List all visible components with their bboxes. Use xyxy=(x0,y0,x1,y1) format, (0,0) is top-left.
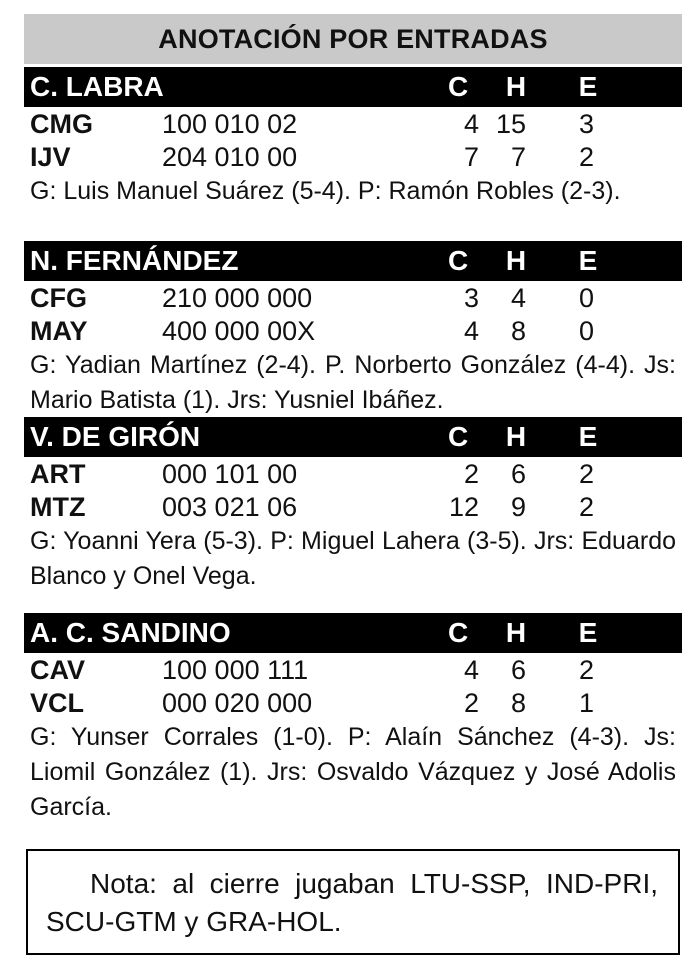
game-header xyxy=(24,613,682,653)
hits: 6 xyxy=(510,655,526,685)
runs: 2 xyxy=(463,688,479,718)
venue-name: V. DE GIRÓN xyxy=(30,421,201,452)
col-errors-header: E xyxy=(578,245,598,276)
game-header xyxy=(24,417,682,457)
game-v-de-giron xyxy=(24,417,682,594)
runs: 4 xyxy=(463,109,479,139)
game-c-labra xyxy=(24,67,682,209)
game-header xyxy=(24,241,682,281)
errors: 2 xyxy=(578,655,594,685)
team-abbr: CMG xyxy=(30,109,93,139)
score-row xyxy=(24,107,682,140)
game-n-fernandez xyxy=(24,241,682,418)
inning-line: 003 021 06 xyxy=(162,492,298,522)
inning-line: 100 010 02 xyxy=(162,109,298,139)
pitchers-notes: G: Yadian Martínez (2-4). P. Norberto González (4-4). Js: Mario Batista (1). Jrs: Yusniel Ibáñez. xyxy=(30,351,676,414)
venue-name: A. C. SANDINO xyxy=(30,617,231,648)
inning-line: 400 000 00X xyxy=(162,316,316,346)
note-text: Nota: al cierre jugaban LTU-SSP, IND-PRI, SCU-GTM y GRA-HOL. xyxy=(46,868,658,937)
errors: 0 xyxy=(578,283,594,313)
hits: 6 xyxy=(510,459,526,489)
score-row xyxy=(24,686,682,719)
score-row xyxy=(24,281,682,314)
runs: 3 xyxy=(463,283,479,313)
hits: 15 xyxy=(495,109,526,139)
note-box xyxy=(26,849,680,955)
errors: 1 xyxy=(578,688,594,718)
errors: 2 xyxy=(578,459,594,489)
col-errors-header: E xyxy=(578,421,598,452)
col-hits-header: H xyxy=(505,245,527,276)
inning-line: 204 010 00 xyxy=(162,142,298,172)
hits: 8 xyxy=(510,688,526,718)
score-row xyxy=(24,314,682,347)
hits: 4 xyxy=(510,283,526,313)
score-row xyxy=(24,140,682,173)
errors: 0 xyxy=(578,316,594,346)
pitchers-notes: G: Yunser Corrales (1-0). P: Alaín Sánchez (4-3). Js: Liomil González (1). Jrs: Osvaldo Vázquez y José Adolis García. xyxy=(30,723,676,821)
team-abbr: MAY xyxy=(30,316,88,346)
pitchers-notes: G: Luis Manuel Suárez (5-4). P: Ramón Robles (2-3). xyxy=(30,177,621,205)
runs: 2 xyxy=(463,459,479,489)
col-hits-header: H xyxy=(505,71,527,102)
hits: 7 xyxy=(510,142,526,172)
team-abbr: CFG xyxy=(30,283,87,313)
hits: 8 xyxy=(510,316,526,346)
page-title: ANOTACIÓN POR ENTRADAS xyxy=(158,23,548,54)
venue-name: C. LABRA xyxy=(30,71,164,102)
team-abbr: MTZ xyxy=(30,492,86,522)
score-row xyxy=(24,457,682,490)
errors: 3 xyxy=(578,109,594,139)
hits: 9 xyxy=(510,492,526,522)
runs: 12 xyxy=(448,492,479,522)
col-errors-header: E xyxy=(578,617,598,648)
col-hits-header: H xyxy=(505,421,527,452)
score-row xyxy=(24,490,682,523)
errors: 2 xyxy=(578,492,594,522)
inning-line: 000 101 00 xyxy=(162,459,298,489)
col-runs-header: C xyxy=(448,71,469,102)
inning-line: 210 000 000 xyxy=(162,283,313,313)
col-errors-header: E xyxy=(578,71,598,102)
title-bar xyxy=(24,14,682,64)
runs: 4 xyxy=(463,655,479,685)
venue-name: N. FERNÁNDEZ xyxy=(30,245,239,276)
game-header xyxy=(24,67,682,107)
score-row xyxy=(24,653,682,686)
col-runs-header: C xyxy=(448,421,469,452)
col-hits-header: H xyxy=(505,617,527,648)
inning-line: 000 020 000 xyxy=(162,688,313,718)
team-abbr: IJV xyxy=(30,142,71,172)
runs: 7 xyxy=(463,142,479,172)
runs: 4 xyxy=(463,316,479,346)
team-abbr: CAV xyxy=(30,655,86,685)
col-runs-header: C xyxy=(448,617,469,648)
game-a-c-sandino xyxy=(24,613,682,825)
errors: 2 xyxy=(578,142,594,172)
inning-line: 100 000 111 xyxy=(162,655,309,685)
team-abbr: ART xyxy=(30,459,86,489)
pitchers-notes: G: Yoanni Yera (5-3). P: Miguel Lahera (3-5). Jrs: Eduardo Blanco y Onel Vega. xyxy=(30,527,676,590)
team-abbr: VCL xyxy=(30,688,84,718)
col-runs-header: C xyxy=(448,245,469,276)
